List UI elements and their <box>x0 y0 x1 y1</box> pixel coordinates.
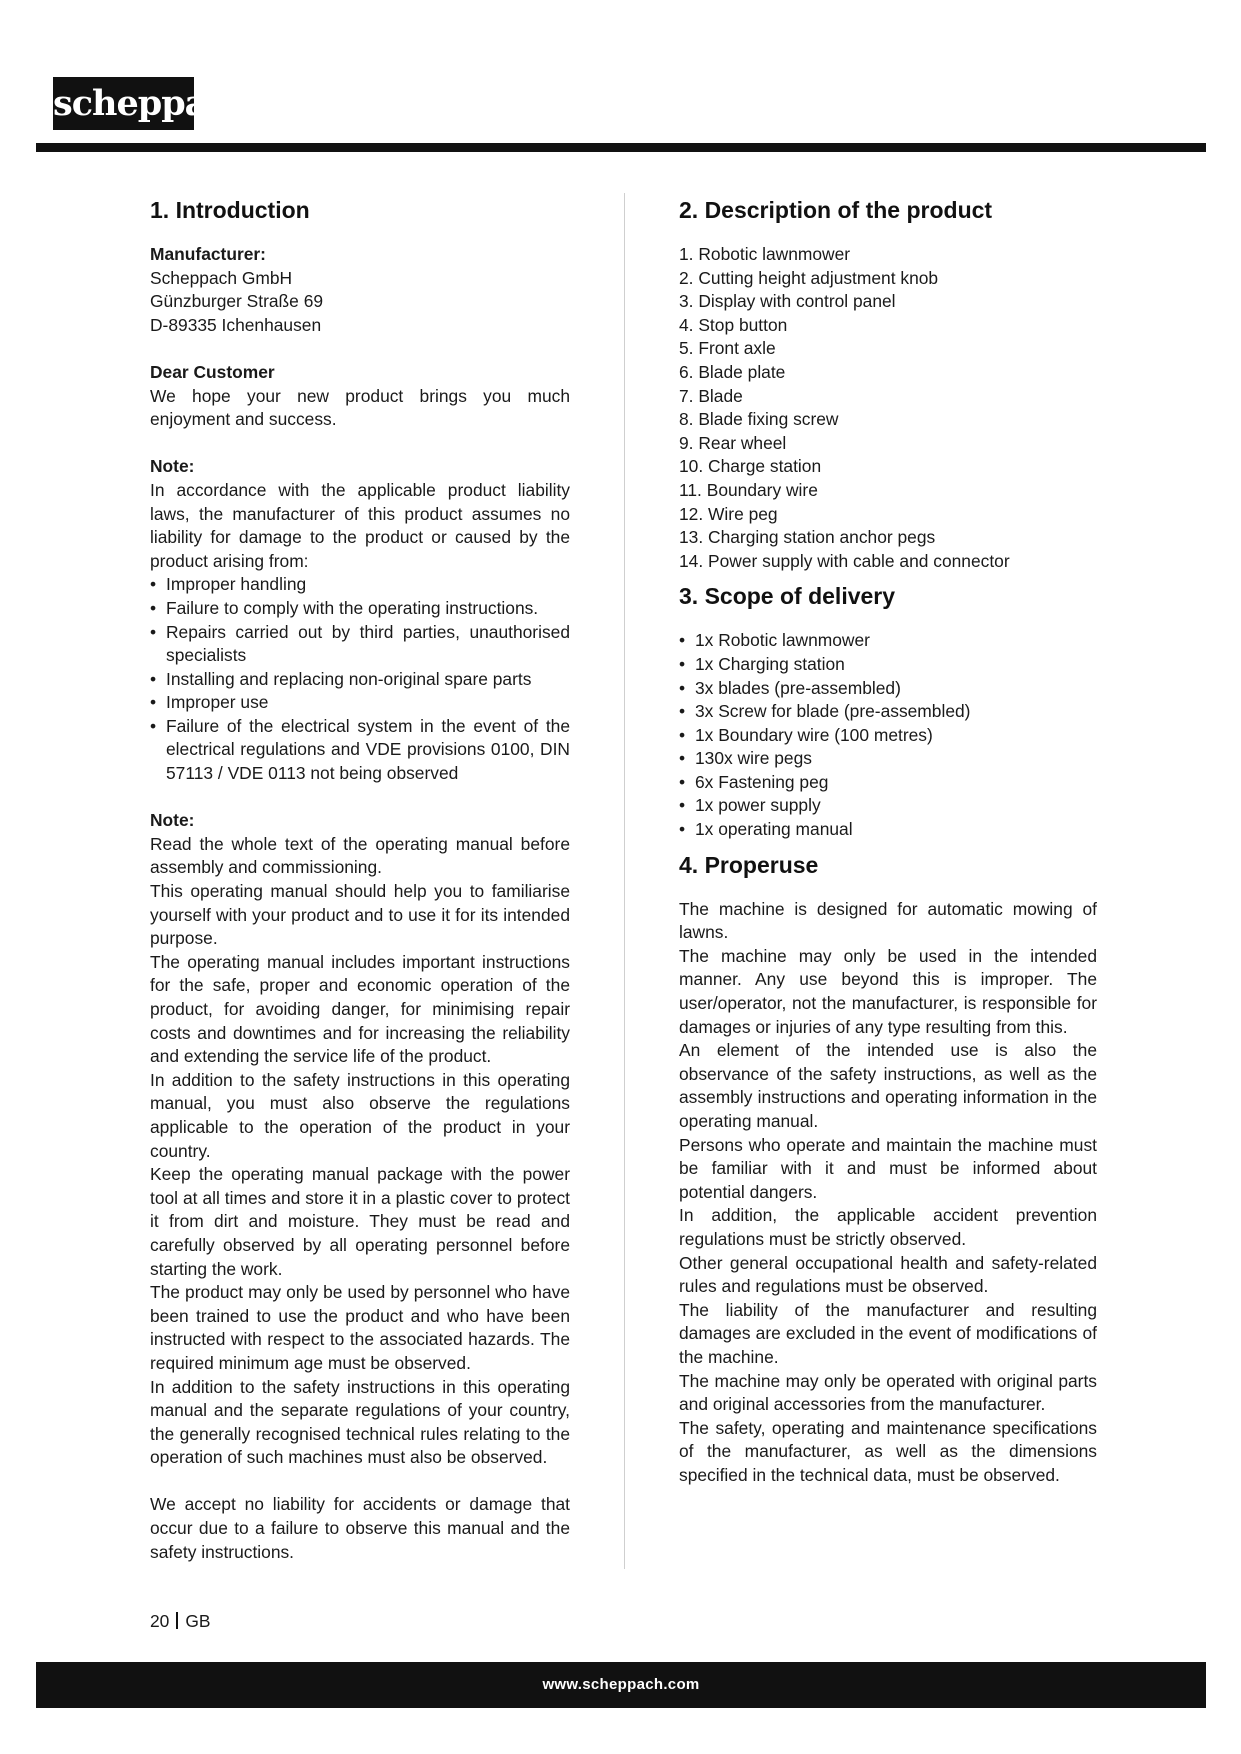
paragraph: The machine may only be operated with original parts and original accessories from the manufacturer. <box>679 1370 1097 1415</box>
manufacturer-label: Manufacturer: <box>150 244 266 264</box>
list-item: • 1x operating manual <box>679 818 1097 842</box>
list-item: • Installing and replacing non-original spare parts <box>150 668 570 692</box>
list-item: • Improper use <box>150 691 570 715</box>
list-item: 3. Display with control panel <box>679 291 896 312</box>
closing-paragraph: We accept no liability for accidents or damage that occur due to a failure to observe this manual and the safety instructions. <box>150 1494 570 1562</box>
list-item: • Improper handling <box>150 573 570 597</box>
section-heading-description: 2. Description of the product <box>679 197 993 223</box>
paragraph: Read the whole text of the operating manual before assembly and commissioning. <box>150 833 570 878</box>
list-item: • 6x Fastening peg <box>679 771 1097 795</box>
list-item: • 1x power supply <box>679 794 1097 818</box>
list-item: • 3x Screw for blade (pre-assembled) <box>679 700 1097 724</box>
list-item: • Repairs carried out by third parties, unauthorised specialists <box>150 621 570 668</box>
list-item: • 1x Boundary wire (100 metres) <box>679 724 1097 748</box>
list-item: 10. Charge station <box>679 456 822 477</box>
delivery-list <box>679 629 1097 841</box>
paragraph: The product may only be used by personnel who have been trained to use the product and who have been instructed with respect to the associated hazards. The required minimum age must be observed. <box>150 1282 570 1373</box>
address-line: Scheppach GmbH <box>150 267 293 288</box>
note-label: Note: <box>150 810 195 831</box>
paragraph: In addition to the safety instructions in this operating manual, you must also observe the regulations applicable to the operation of the product in your country. <box>150 1069 570 1161</box>
list-item: 11. Boundary wire <box>679 479 818 500</box>
list-item: 1. Robotic lawnmower <box>679 244 851 264</box>
paragraph: The safety, operating and maintenance specifications of the manufacturer, as well as the dimensions specified in the technical data, must be observed. <box>679 1417 1097 1485</box>
page-separator <box>176 1612 178 1629</box>
paragraph: The machine is designed for automatic mowing of lawns. <box>679 898 1097 943</box>
list-item: • 3x blades (pre-assembled) <box>679 677 1097 701</box>
brand-logo: scheppach <box>53 77 194 130</box>
paragraph: In addition to the safety instructions in this operating manual and the separate regulations of your country, the generally recognised technical rules relating to the operation of such machines must also be observed. <box>150 1376 570 1468</box>
left-column <box>150 193 570 1564</box>
list-item: 4. Stop button <box>679 314 788 335</box>
parts-list <box>679 243 1097 573</box>
paragraph: Keep the operating manual package with the power tool at all times and store it in a plastic cover to protect it from dirt and moisture. They must be read and carefully observed by all operating personnel before starting the work. <box>150 1164 570 1279</box>
list-item: 7. Blade <box>679 385 743 406</box>
address-line: D-89335 Ichenhausen <box>150 314 322 335</box>
page-number <box>150 1611 210 1632</box>
list-item: • Failure of the electrical system in the event of the electrical regulations and VDE provisions 0100, DIN 57113 / VDE 0113 not being observed <box>150 715 570 786</box>
list-item: • 130x wire pegs <box>679 747 1097 771</box>
footer-bar <box>36 1662 1206 1708</box>
paragraph: The operating manual includes important instructions for the safe, proper and economic operation of the product, for avoiding danger, for minimising repair costs and downtimes and for increasing the reliability and extending the service life of the product. <box>150 951 570 1067</box>
paragraph: This operating manual should help you to familiarise yourself with your product and to use it for its intended purpose. <box>150 881 570 949</box>
liability-list <box>150 573 570 785</box>
note-label: Note: <box>150 456 195 477</box>
paragraph: In addition, the applicable accident prevention regulations must be strictly observed. <box>679 1205 1097 1249</box>
right-column <box>679 193 1097 1488</box>
section-heading-introduction: 1. Introduction <box>150 197 310 223</box>
list-item: • 1x Robotic lawnmower <box>679 629 1097 653</box>
list-item: • Failure to comply with the operating instructions. <box>150 597 570 621</box>
address-line: Günzburger Straße 69 <box>150 291 324 312</box>
column-divider <box>624 193 625 1569</box>
list-item: 13. Charging station anchor pegs <box>679 527 936 548</box>
list-item: 6. Blade plate <box>679 361 786 382</box>
note-text: In accordance with the applicable product liability laws, the manufacturer of this product assumes no liability for damage to the product or caused by the product arising from: <box>150 479 570 571</box>
list-item: 2. Cutting height adjustment knob <box>679 267 939 288</box>
header-rule <box>36 143 1206 152</box>
paragraph: The liability of the manufacturer and resulting damages are excluded in the event of modifications of the machine. <box>679 1299 1097 1367</box>
list-item: • 1x Charging station <box>679 653 1097 677</box>
list-item: 8. Blade fixing screw <box>679 409 839 430</box>
page-number-value: 20 <box>150 1611 170 1631</box>
list-item: 5. Front axle <box>679 338 776 359</box>
paragraph: Other general occupational health and safety-related rules and regulations must be observed. <box>679 1252 1097 1297</box>
language-code: GB <box>185 1611 211 1631</box>
section-heading-proper-use: 4. Properuse <box>679 851 819 878</box>
paragraph: Persons who operate and maintain the machine must be familiar with it and must be informed about potential dangers. <box>679 1134 1097 1202</box>
list-item: 12. Wire peg <box>679 503 778 524</box>
customer-text: We hope your new product brings you much enjoyment and success. <box>150 385 570 430</box>
section-heading-scope: 3. Scope of delivery <box>679 583 896 610</box>
paragraph: An element of the intended use is also the observance of the safety instructions, as well as the assembly instructions and operating information in the operating manual. <box>679 1040 1097 1131</box>
customer-label: Dear Customer <box>150 361 275 382</box>
list-item: 14. Power supply with cable and connector <box>679 550 1010 571</box>
website-link[interactable]: www.scheppach.com <box>542 1676 700 1693</box>
paragraph: The machine may only be used in the intended manner. Any use beyond this is improper. The user/operator, not the manufacturer, is responsible for damages or injuries of any type resulting from this. <box>679 945 1097 1037</box>
list-item: 9. Rear wheel <box>679 432 787 453</box>
